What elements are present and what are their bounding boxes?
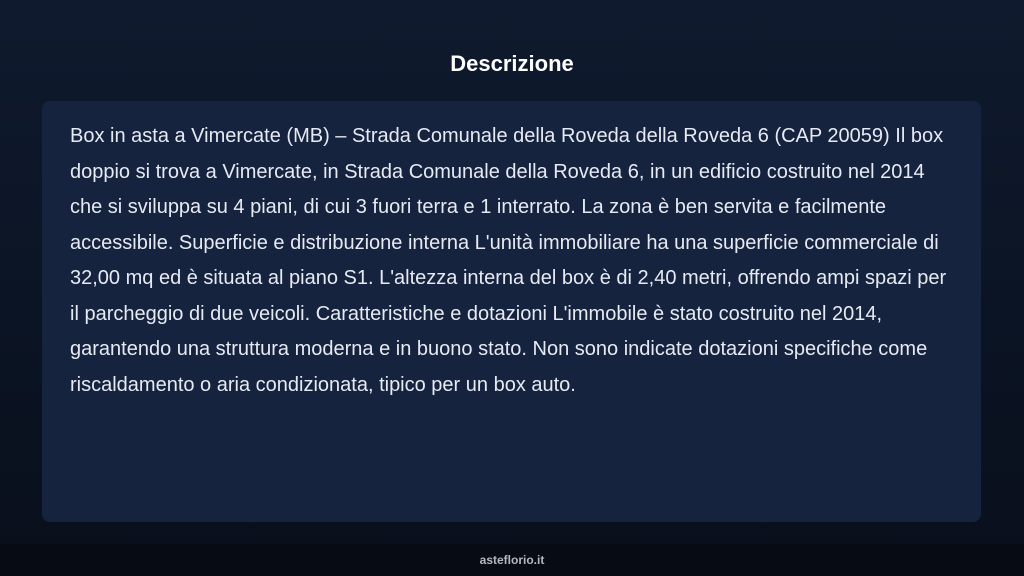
description-card [42,101,981,522]
footer-bar [0,544,1024,576]
description-text: Box in asta a Vimercate (MB) – Strada Comunale della Roveda della Roveda 6 (CAP 20059) Il box doppio si trova a Vimercate, in Strada Comunale della Roveda 6, in un edificio costruito nel 2014 che si sviluppa su 4 piani, di cui 3 fuori terra e 1 interrato. La zona è ben servita e facilmente accessibile. Superficie e distribuzione interna L'unità immobiliare ha una superficie commerciale di 32,00 mq ed è situata al piano S1. L'altezza interna del box è di 2,40 metri, offrendo ampi spazi per il parcheggio di due veicoli. Caratteristiche e dotazioni L'immobile è stato costruito nel 2014, garantendo una struttura moderna e in buono stato. Non sono indicate dotazioni specifiche come riscaldamento o aria condizionata, tipico per un box auto. [70,125,947,396]
footer-site-label: asteflorio.it [479,553,545,567]
page-title: Descrizione [450,51,574,76]
